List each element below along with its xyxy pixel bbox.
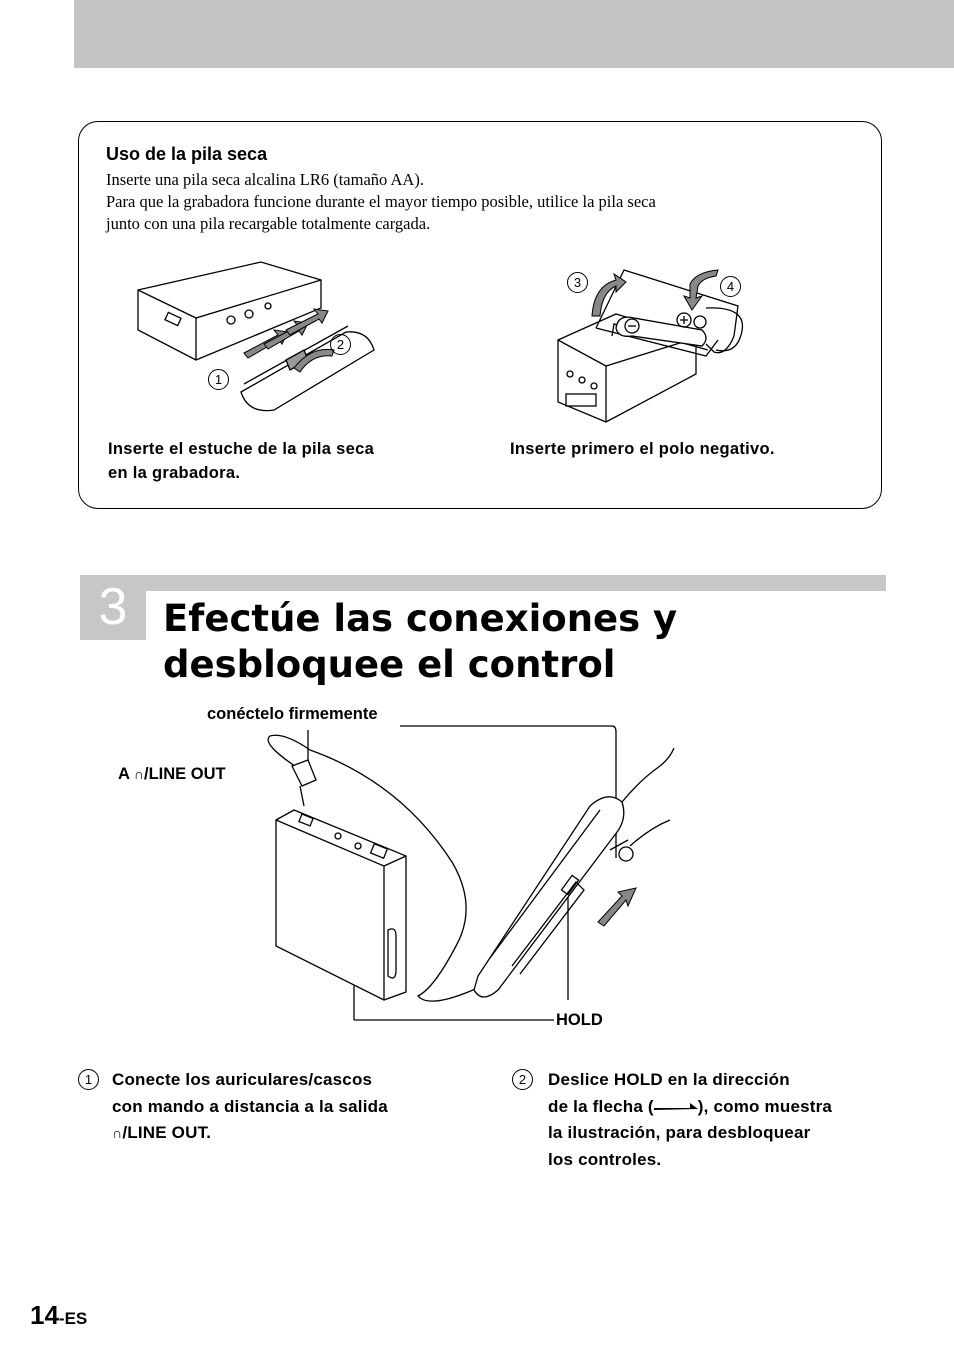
step-2-text: Deslice HOLD en la dirección de la flecha ( ), como muestra la ilustración, para desbloquear los controles. — [548, 1070, 833, 1169]
label-connect: conéctelo firmemente — [207, 705, 378, 723]
arrow-right-icon — [654, 1102, 698, 1112]
header-band — [74, 0, 954, 68]
section-title-line: Efectúe las conexiones y — [163, 597, 678, 640]
box-text-line: Para que la grabadora funcione durante el mayor tiempo posible, utilice la pila seca — [106, 192, 656, 211]
headphones-icon: ∩ — [133, 766, 145, 782]
caption-left-line: en la grabadora. — [108, 464, 241, 482]
box-title: Uso de la pila seca — [106, 144, 268, 164]
step-marker-2: 2 — [512, 1069, 533, 1090]
connection-diagram — [250, 720, 690, 1030]
marker-3: 3 — [567, 272, 588, 293]
label-line-out: A ∩/LINE OUT — [118, 765, 226, 783]
box-text-line: Inserte una pila seca alcalina LR6 (tamaño AA). — [106, 170, 424, 189]
marker-1: 1 — [208, 369, 229, 390]
page-number: 14-ES — [30, 1300, 88, 1330]
section-rule — [146, 575, 886, 591]
marker-2: 2 — [330, 334, 351, 355]
headphones-icon: ∩ — [112, 1125, 123, 1141]
label-hold: HOLD — [556, 1011, 603, 1029]
caption-left-line: Inserte el estuche de la pila seca — [108, 440, 375, 458]
section-number: 3 — [98, 578, 128, 636]
caption-right: Inserte primero el polo negativo. — [510, 440, 775, 458]
section-title — [163, 596, 677, 688]
marker-4: 4 — [720, 276, 741, 297]
step-marker-1: 1 — [78, 1069, 99, 1090]
step-1-text: Conecte los auriculares/cascos con mando a distancia a la salida ∩/LINE OUT. — [112, 1070, 388, 1142]
box-text-line: junto con una pila recargable totalmente cargada. — [106, 214, 431, 233]
section-title-line: desbloquee el control — [163, 643, 616, 686]
